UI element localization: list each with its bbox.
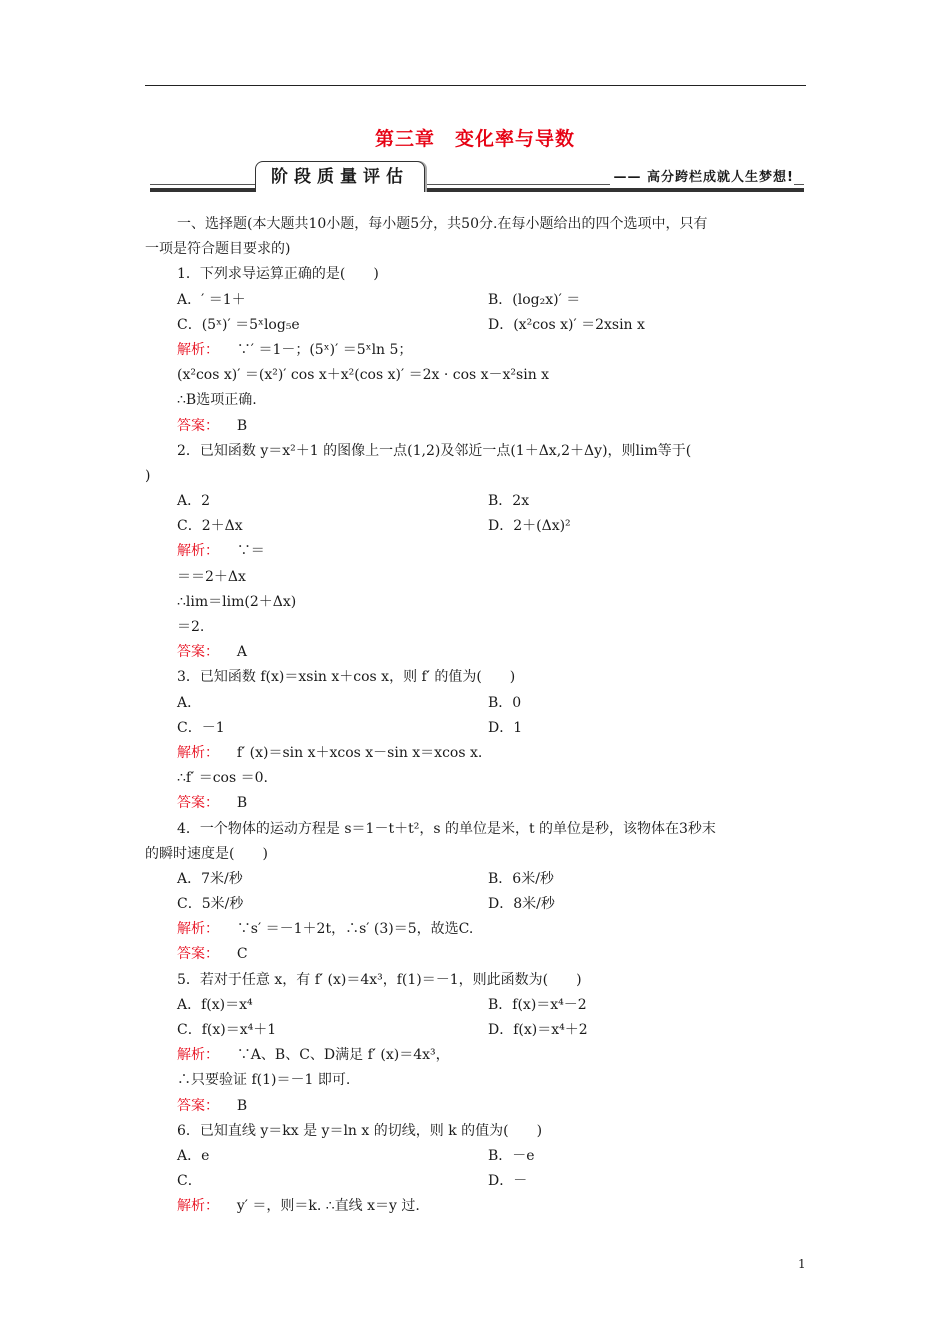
section-intro-2: 一项是符合题目要求的) bbox=[145, 241, 291, 258]
q2-option-d: D．2＋(Δx)² bbox=[488, 518, 571, 535]
q1-answer-value: B bbox=[236, 417, 248, 434]
q6-option-c: C． bbox=[177, 1173, 202, 1190]
q5-option-a: A．f(x)＝x⁴ bbox=[177, 996, 253, 1013]
q5-stem: 5．若对于任意 x，有 f′ (x)＝4x³，f(1)＝－1，则此函数为( ) bbox=[177, 971, 582, 988]
q5-answer-value: B bbox=[236, 1097, 248, 1114]
q3-options-cd bbox=[145, 716, 806, 741]
q4-answer-value: C bbox=[236, 946, 248, 963]
q6-analysis-text-1: y′ ＝，则＝k. ∴直线 x＝y 过. bbox=[236, 1198, 420, 1215]
q2-stem-2: ) bbox=[145, 467, 151, 484]
q2-analysis-text-1: ∵＝ bbox=[236, 543, 265, 560]
q3-answer bbox=[145, 791, 806, 816]
q2-analysis-3: ∴lim＝lim(2＋Δx) bbox=[177, 593, 297, 610]
page-number: 1 bbox=[798, 1257, 806, 1271]
q1-analysis-3: ∴B选项正确. bbox=[177, 392, 257, 409]
q5-options-ab bbox=[145, 993, 806, 1018]
q6-option-d: D．－ bbox=[488, 1173, 528, 1190]
q1-option-a: A．′ ＝1＋ bbox=[177, 291, 246, 308]
q5-analysis-1 bbox=[145, 1043, 806, 1068]
q4-option-b: B．6米/秒 bbox=[488, 870, 554, 887]
banner-thick-line bbox=[150, 188, 804, 192]
q6-stem: 6．已知直线 y＝kx 是 y＝ln x 的切线，则 k 的值为( ) bbox=[177, 1122, 543, 1139]
q3-option-a: A． bbox=[177, 694, 202, 711]
q3-options-ab bbox=[145, 691, 806, 716]
q6-option-a: A．e bbox=[177, 1147, 210, 1164]
q4-option-d: D．8米/秒 bbox=[488, 896, 555, 913]
q2-answer bbox=[145, 640, 806, 665]
q2-options-cd bbox=[145, 514, 806, 539]
q5-options-cd bbox=[145, 1018, 806, 1043]
chapter-title: 第三章 变化率与导数 bbox=[374, 128, 575, 150]
q5-analysis-text-1: ∵A、B、C、D满足 f′ (x)＝4x³， bbox=[236, 1047, 450, 1064]
q4-analysis-1 bbox=[145, 917, 806, 942]
answer-label: 答案： bbox=[177, 1097, 219, 1114]
analysis-label: 解析： bbox=[177, 1047, 219, 1064]
section-banner bbox=[145, 160, 806, 196]
q1-analysis-1 bbox=[145, 338, 806, 363]
q2-option-a: A．2 bbox=[177, 493, 211, 510]
q3-option-c: C．－1 bbox=[177, 719, 225, 736]
analysis-label: 解析： bbox=[177, 1198, 219, 1215]
q5-analysis-2: ∴只要验证 f(1)＝－1 即可. bbox=[177, 1072, 351, 1089]
q1-options-cd bbox=[145, 313, 806, 338]
section-intro-1: 一、选择题(本大题共10小题，每小题5分，共50分.在每小题给出的四个选项中，只有 bbox=[177, 216, 708, 232]
answer-label: 答案： bbox=[177, 795, 219, 812]
answer-label: 答案： bbox=[177, 644, 219, 661]
q2-option-c: C．2＋Δx bbox=[177, 518, 243, 535]
q6-options-ab bbox=[145, 1144, 806, 1169]
q3-option-b: B．0 bbox=[488, 694, 522, 711]
q4-option-c: C．5米/秒 bbox=[177, 896, 244, 913]
q3-analysis-1 bbox=[145, 741, 806, 766]
answer-label: 答案： bbox=[177, 417, 219, 434]
q5-option-c: C．f(x)＝x⁴＋1 bbox=[177, 1022, 277, 1038]
banner-label: 阶段质量评估 bbox=[255, 161, 425, 192]
q4-analysis-text-1: ∵s′ ＝－1＋2t，∴s′ (3)＝5，故选C. bbox=[236, 921, 474, 938]
q4-stem-2: 的瞬时速度是( ) bbox=[145, 845, 268, 862]
q6-options-cd bbox=[145, 1169, 806, 1194]
q2-stem-1: 2．已知函数 y＝x²＋1 的图像上一点(1,2)及邻近一点(1＋Δx,2＋Δy)，则lim等于( bbox=[177, 442, 692, 459]
q1-option-b: B．(log₂x)′ ＝ bbox=[488, 291, 581, 308]
q2-analysis-1 bbox=[145, 539, 806, 564]
q5-option-b: B．f(x)＝x⁴－2 bbox=[488, 996, 587, 1013]
q4-options-ab bbox=[145, 867, 806, 892]
banner-slogan: —— 高分跨栏成就人生梦想! bbox=[610, 166, 794, 185]
q2-analysis-4: ＝2. bbox=[177, 619, 205, 635]
q6-analysis-1 bbox=[145, 1194, 806, 1219]
q2-options-ab bbox=[145, 489, 806, 514]
analysis-label: 解析： bbox=[177, 341, 219, 358]
q2-answer-value: A bbox=[236, 644, 247, 661]
q4-option-a: A．7米/秒 bbox=[177, 870, 243, 887]
q5-answer bbox=[145, 1094, 806, 1119]
q3-stem: 3．已知函数 f(x)＝xsin x＋cos x，则 f′ 的值为( ) bbox=[177, 669, 516, 686]
q5-option-d: D．f(x)＝x⁴＋2 bbox=[488, 1022, 588, 1038]
q1-options-ab bbox=[145, 288, 806, 313]
q4-answer bbox=[145, 942, 806, 967]
q3-analysis-text-1: f′ (x)＝sin x＋xcos x－sin x＝xcos x. bbox=[236, 744, 483, 761]
q1-option-c: C．(5ˣ)′ ＝5ˣlog₅e bbox=[177, 316, 300, 333]
analysis-label: 解析： bbox=[177, 543, 219, 560]
q3-analysis-2: ∴f′ ＝cos ＝0. bbox=[177, 770, 268, 787]
q2-option-b: B．2x bbox=[488, 493, 530, 510]
analysis-label: 解析： bbox=[177, 744, 219, 761]
top-rule bbox=[145, 85, 806, 86]
analysis-label: 解析： bbox=[177, 921, 219, 938]
q1-analysis-2: (x²cos x)′ ＝(x²)′ cos x＋x²(cos x)′ ＝2x · cos x－x²sin x bbox=[177, 367, 550, 384]
q1-option-d: D．(x²cos x)′ ＝2xsin x bbox=[488, 316, 645, 333]
q1-stem: 1．下列求导运算正确的是( ) bbox=[177, 266, 379, 283]
q3-answer-value: B bbox=[236, 795, 248, 812]
q1-analysis-text-1: ∵′ ＝1－；(5ˣ)′ ＝5ˣln 5； bbox=[236, 341, 413, 358]
q3-option-d: D．1 bbox=[488, 719, 523, 736]
answer-label: 答案： bbox=[177, 946, 219, 963]
q1-answer bbox=[145, 414, 806, 439]
q6-option-b: B．－e bbox=[488, 1147, 535, 1164]
q2-analysis-2: ＝＝2＋Δx bbox=[177, 568, 246, 585]
q4-stem-1: 4．一个物体的运动方程是 s＝1－t＋t²，s 的单位是米，t 的单位是秒，该物体在3秒末 bbox=[177, 820, 716, 837]
q4-options-cd bbox=[145, 892, 806, 917]
worksheet-content bbox=[145, 212, 806, 1220]
